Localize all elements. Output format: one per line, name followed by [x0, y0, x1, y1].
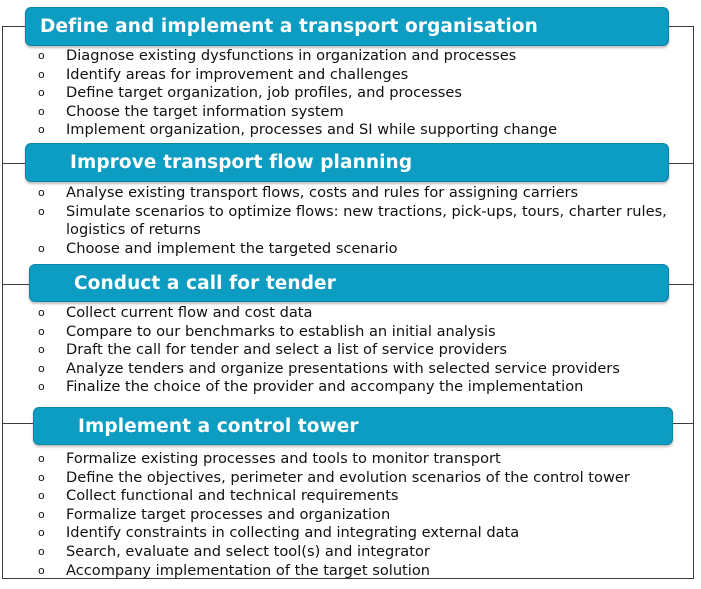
section-1-title: Define and implement a transport organisation [40, 16, 538, 37]
bullet-icon: o [38, 526, 45, 540]
list-item: o Identify constraints in collecting and integrating external data [38, 524, 520, 542]
bullet-icon: o [38, 324, 45, 338]
section-1-header [25, 7, 669, 46]
list-item: o Analyse existing transport flows, costs and rules for assigning carriers [38, 184, 579, 201]
bullet-icon: o [38, 306, 45, 319]
bullet-icon: o [38, 361, 45, 375]
bullet-icon: o [38, 452, 45, 465]
list-item: o Formalize existing processes and tools to monitor transport [38, 450, 501, 467]
bullet-icon: o [38, 470, 45, 484]
bullet-icon: o [38, 563, 45, 577]
list-item: o Accompany implementation of the target solution [38, 561, 431, 579]
list-item: o Choose the target information system [38, 102, 344, 120]
list-item: o Compare to our benchmarks to establish an initial analysis [38, 322, 496, 340]
section-2-title: Improve transport flow planning [70, 152, 413, 173]
list-item: o Simulate scenarios to optimize flows: new tractions, pick-ups, tours, charter rules, logistics of returns [38, 202, 667, 239]
bullet-icon: o [38, 489, 45, 503]
section-4-list [38, 450, 630, 580]
section-3-list [38, 304, 620, 397]
bullet-icon: o [38, 380, 45, 394]
section-1-list [38, 47, 557, 140]
bullet-icon: o [38, 123, 45, 137]
bullet-icon: o [38, 67, 45, 81]
list-item: o Identify areas for improvement and challenges [38, 65, 409, 83]
list-item: o Define the objectives, perimeter and evolution scenarios of the control tower [38, 468, 630, 486]
section-2-list [38, 184, 668, 258]
bullet-icon: o [38, 241, 45, 255]
bullet-icon: o [38, 86, 45, 100]
section-2-header [25, 143, 669, 182]
bullet-icon: o [38, 104, 45, 118]
bullet-icon: o [38, 343, 45, 357]
list-item: o Finalize the choice of the provider and accompany the implementation [38, 378, 584, 396]
bullet-icon: o [38, 204, 45, 218]
bullet-icon: o [38, 186, 45, 199]
section-3-header [29, 264, 669, 302]
list-item: o Formalize target processes and organization [38, 505, 391, 523]
section-3-title: Conduct a call for tender [74, 272, 336, 294]
list-item: o Draft the call for tender and select a list of service providers [38, 341, 508, 359]
section-4-header [33, 407, 673, 445]
list-item: o Search, evaluate and select tool(s) and integrator [38, 542, 430, 560]
bullet-icon: o [38, 49, 45, 62]
list-item: o Implement organization, processes and SI while supporting change [38, 121, 558, 139]
list-item: o Collect functional and technical requirements [38, 487, 399, 505]
list-item: o Define target organization, job profiles, and processes [38, 84, 462, 102]
section-4-title: Implement a control tower [78, 415, 359, 437]
bullet-icon: o [38, 544, 45, 558]
bullet-icon: o [38, 507, 45, 521]
list-item: o Choose and implement the targeted scenario [38, 239, 398, 257]
list-item: o Analyze tenders and organize presentations with selected service providers [38, 359, 620, 377]
list-item: o Diagnose existing dysfunctions in organization and processes [38, 47, 517, 64]
list-item: o Collect current flow and cost data [38, 304, 313, 321]
